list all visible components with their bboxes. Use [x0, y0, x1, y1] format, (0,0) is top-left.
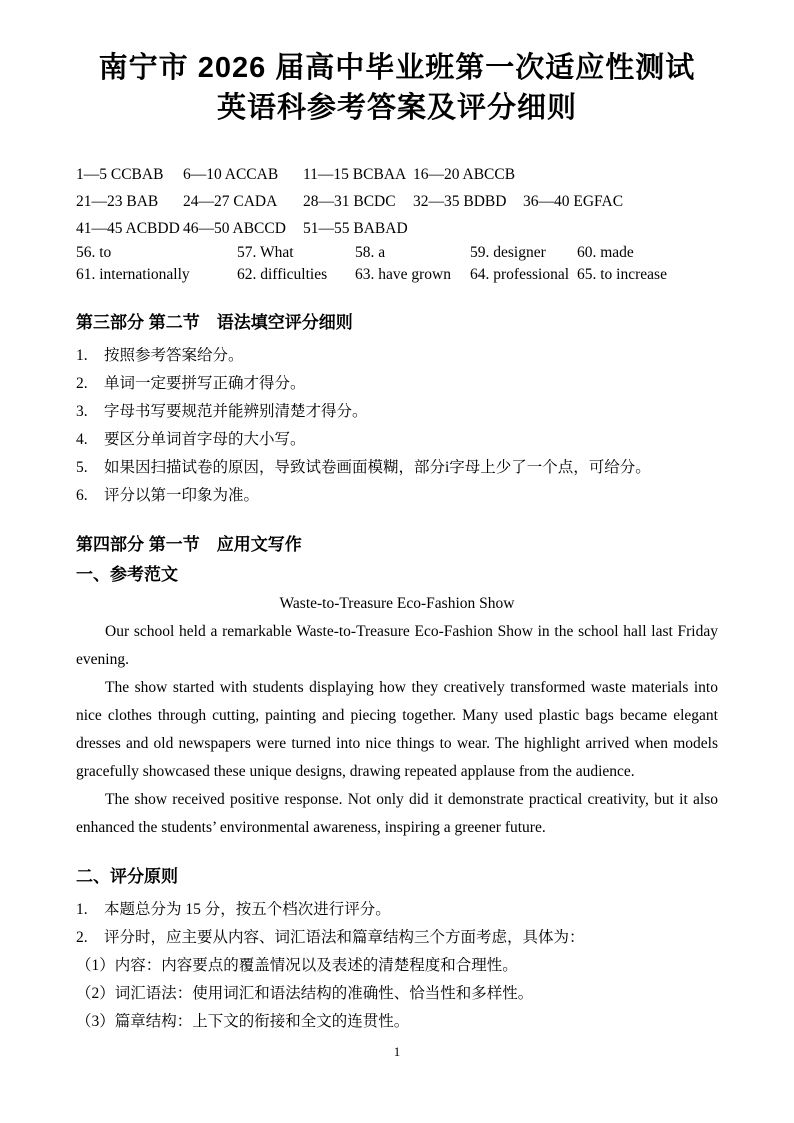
answer-cell: 21—23 BAB: [76, 193, 159, 210]
list-item: [76, 482, 718, 510]
list-item: [76, 952, 718, 980]
model-essay: [76, 590, 718, 842]
answer-cell: 1—5 CCBAB: [76, 166, 164, 183]
item-text: 本题总分为 15 分，按五个档次进行评分。: [104, 901, 391, 918]
item-number: （3）: [76, 1013, 115, 1030]
section3-heading: 第三部分 第二节 语法填空评分细则: [76, 313, 353, 332]
item-text: 按照参考答案给分。: [104, 347, 244, 364]
item-number: 6.: [76, 487, 88, 504]
item-text: 单词一定要拼写正确才得分。: [104, 375, 306, 392]
item-text: 要区分单词首字母的大小写。: [104, 431, 306, 448]
answer-cell: 41—45 ACBDD: [76, 220, 180, 237]
scoring-principles-list: [76, 896, 718, 1036]
document-title-line2: 英语科参考答案及评分细则: [216, 92, 577, 124]
answer-cell: 6—10 ACCAB: [183, 166, 279, 183]
item-text: 如果因扫描试卷的原因，导致试卷画面模糊，部分i字母上少了一个点，可给分。: [104, 459, 651, 476]
answer-cell: 36—40 EGFAC: [523, 193, 624, 210]
list-item: [76, 896, 718, 924]
grammar-scoring-rules-list: [76, 342, 718, 510]
essay-paragraph: The show received positive response. Not only did it demonstrate practical creativity, but it also enhanced the students’ environmental awareness, inspiring a greener future.: [76, 791, 718, 836]
answer-cell: 60. made: [577, 244, 634, 261]
item-number: 3.: [76, 403, 88, 420]
essay-title: Waste-to-Treasure Eco-Fashion Show: [279, 595, 515, 612]
answer-cell: 58. a: [355, 244, 386, 261]
item-text: 篇章结构：上下文的衔接和全文的连贯性。: [114, 1013, 410, 1030]
answer-cell: 61. internationally: [76, 266, 190, 283]
item-number: 5.: [76, 459, 88, 476]
document-title-line1: 南宁市 2026 届高中毕业班第一次适应性测试: [98, 52, 696, 84]
answer-cell: 62. difficulties: [237, 266, 328, 283]
list-item: [76, 370, 718, 398]
section4-heading: 第四部分 第一节 应用文写作: [76, 535, 302, 554]
item-text: 评分以第一印象为准。: [104, 487, 260, 504]
answer-cell: 65. to increase: [577, 266, 667, 283]
answer-cell: 64. professional: [470, 266, 570, 283]
item-text: 词汇语法：使用词汇和语法结构的准确性、恰当性和多样性。: [114, 985, 534, 1002]
scoring-principles-heading: 二、评分原则: [76, 867, 178, 886]
list-item: [76, 398, 718, 426]
page-number: 1: [393, 1044, 401, 1059]
answer-row-61-65: [76, 264, 718, 286]
answer-row-41-55: [76, 215, 718, 242]
essay-paragraph: Our school held a remarkable Waste-to-Treasure Eco-Fashion Show in the school hall last Friday evening.: [76, 623, 718, 668]
item-number: 1.: [76, 901, 88, 918]
item-number: 2.: [76, 375, 88, 392]
list-item: [76, 924, 718, 952]
answer-cell: 32—35 BDBD: [413, 193, 507, 210]
item-text: 字母书写要规范并能辨别清楚才得分。: [104, 403, 368, 420]
list-item: [76, 1008, 718, 1036]
item-number: 1.: [76, 347, 88, 364]
model-essay-heading: 一、参考范文: [76, 565, 178, 584]
answer-cell: 59. designer: [470, 244, 546, 261]
list-item: [76, 980, 718, 1008]
item-text: 内容：内容要点的覆盖情况以及表述的清楚程度和合理性。: [114, 957, 518, 974]
answer-row-1-20: [76, 161, 718, 188]
answer-cell: 63. have grown: [355, 266, 451, 283]
answer-cell: 57. What: [237, 244, 294, 261]
answer-row-21-40: [76, 188, 718, 215]
answer-cell: 16—20 ABCCB: [413, 166, 516, 183]
answer-cell: 24—27 CADA: [183, 193, 278, 210]
item-text: 评分时，应主要从内容、词汇语法和篇章结构三个方面考虑，具体为：: [104, 929, 585, 946]
item-number: 4.: [76, 431, 88, 448]
essay-paragraph: The show started with students displaying how they creatively transformed waste materials into nice clothes through cutting, painting and piecing together. Many used plastic bags became elegant dresses and old newspapers were turned into nice things to wear. The highlight arrived when models gracefully showcased these unique designs, drawing repeated applause from the audience.: [76, 679, 718, 780]
answer-cell: 28—31 BCDC: [303, 193, 396, 210]
list-item: [76, 454, 718, 482]
answer-cell: 56. to: [76, 244, 112, 261]
answer-cell: 46—50 ABCCD: [183, 220, 286, 237]
item-number: （1）: [76, 957, 115, 974]
item-number: 2.: [76, 929, 88, 946]
answer-cell: 11—15 BCBAA: [303, 166, 407, 183]
answer-row-56-60: [76, 242, 718, 264]
list-item: [76, 342, 718, 370]
item-number: （2）: [76, 985, 115, 1002]
answer-key-block: [76, 161, 718, 286]
list-item: [76, 426, 718, 454]
answer-cell: 51—55 BABAD: [303, 220, 408, 237]
